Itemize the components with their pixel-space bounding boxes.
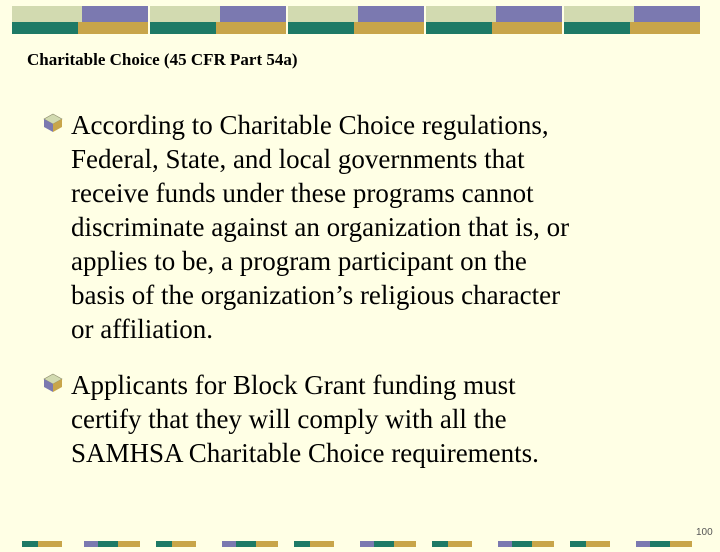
bullet-1-line: According to Charitable Choice regulations, — [71, 110, 549, 140]
bullet-1-line: applies to be, a program participant on the — [71, 246, 527, 276]
bottom-band-blocks — [0, 541, 720, 547]
bullet-text-1 — [71, 108, 691, 346]
bullet-2-line: SAMHSA Charitable Choice requirements. — [71, 438, 539, 468]
bullet-1-line: or affiliation. — [71, 314, 213, 344]
bottom-decorative-band — [0, 534, 720, 546]
bullet-1-line: receive funds under these programs cannot — [71, 178, 534, 208]
slide-title: Charitable Choice (45 CFR Part 54a) — [27, 50, 298, 69]
cube-bullet-icon — [43, 373, 63, 393]
bullet-1-line: discriminate against an organization that is, or — [71, 212, 570, 242]
bullet-text-2 — [71, 368, 691, 470]
bullet-1-line: Federal, State, and local governments that — [71, 144, 525, 174]
cube-bullet-icon — [43, 113, 63, 133]
bullet-2-line: certify that they will comply with all the — [71, 404, 507, 434]
bullet-1-line: basis of the organization’s religious character — [71, 280, 561, 310]
bullet-2-line: Applicants for Block Grant funding must — [71, 370, 516, 400]
page-number: 100 — [696, 527, 713, 538]
